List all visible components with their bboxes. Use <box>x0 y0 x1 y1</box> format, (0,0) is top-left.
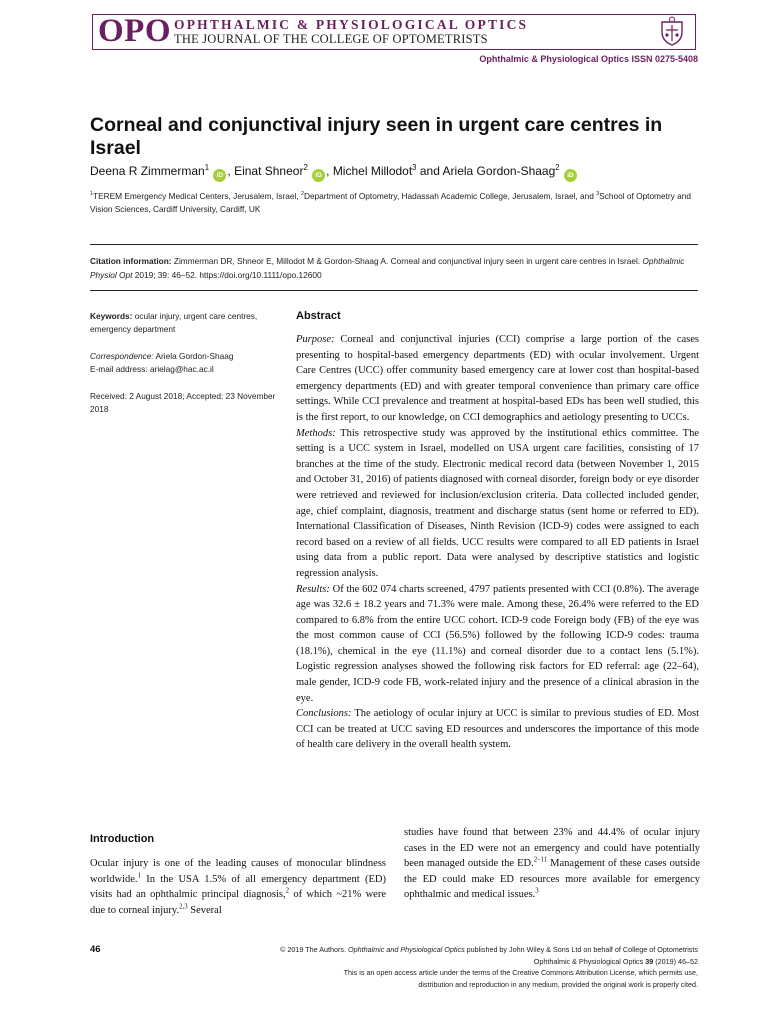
license-line-1: This is an open access article under the terms of the Creative Commons Attribution License, which permits use, <box>343 968 698 977</box>
college-crest-icon <box>656 16 688 46</box>
intro-text: Ocular injury is one of the leading causes of monocular blindness worldwide. <box>90 858 386 885</box>
intro-text: of which ~21% were due to corneal injury. <box>90 889 386 916</box>
reference-sup[interactable]: 2–11 <box>533 856 548 864</box>
orcid-icon[interactable]: iD <box>213 169 226 182</box>
affiliation-1: TEREM Emergency Medical Centers, Jerusalem, Israel, <box>93 191 301 201</box>
author-name: Einat Shneor <box>234 164 304 178</box>
intro-text: Management of these cases outside the ED could make ED resources more available for emergency ophthalmic and medical issues. <box>404 858 701 901</box>
author-affil-sup: 2 <box>555 163 560 172</box>
citation-label: Citation information: <box>90 256 172 266</box>
purpose-label: Purpose: <box>296 334 335 345</box>
copyright-publisher: published by John Wiley & Sons Ltd on behalf of College of Optometrists <box>464 945 698 954</box>
author-separator: , <box>227 164 235 178</box>
volume-journal: Ophthalmic & Physiological Optics <box>533 956 646 966</box>
author-name: Michel Millodot <box>332 164 413 178</box>
page-footer <box>138 944 698 990</box>
abstract-methods <box>296 426 699 582</box>
results-label: Results: <box>296 583 330 595</box>
author-separator: and <box>416 164 443 178</box>
affil-sup: 1 <box>90 191 93 198</box>
reference-sup[interactable]: 2 <box>285 887 290 895</box>
author-affil-sup: 3 <box>412 163 417 172</box>
copyright-text: © 2019 The Authors. <box>280 945 349 954</box>
divider <box>90 290 698 291</box>
journal-issn: Ophthalmic & Physiological Optics ISSN 0275-5408 <box>479 54 698 64</box>
author-affil-sup: 1 <box>204 163 210 172</box>
methods-label: Methods: <box>296 427 336 439</box>
intro-text: Several <box>187 904 222 916</box>
citation-journal: Ophthalmic Physiol Opt <box>90 256 685 280</box>
received-dates: Received: 2 August 2018; Accepted: 23 November 2018 <box>90 391 276 414</box>
keywords-text: ocular injury, urgent care centres, emergency department <box>90 311 258 334</box>
journal-subtitle: THE JOURNAL OF THE COLLEGE OF OPTOMETRISTS <box>174 32 488 46</box>
volume-pages: (2019) 46–52 <box>653 956 698 966</box>
affiliation-2: Department of Optometry, Hadassah Academic College, Jerusalem, Israel, and <box>303 191 597 201</box>
logo-wordmark: OPO <box>98 13 171 49</box>
page-number: 46 <box>90 944 101 955</box>
intro-text: In the USA 1.5% of all emergency department (ED) visits had an ophthalmic principal diagnosis, <box>90 873 386 901</box>
abstract-heading: Abstract <box>296 310 341 322</box>
abstract-purpose <box>296 332 699 426</box>
abstract-conclusions <box>296 706 699 753</box>
orcid-icon[interactable]: iD <box>312 169 325 182</box>
affiliation-3: School of Optometry and Vision Sciences, Cardiff University, Cardiff, UK <box>90 191 691 214</box>
keywords <box>90 310 285 336</box>
volume-number: 39 <box>645 956 654 966</box>
article-sidebar <box>90 310 285 430</box>
citation-text: Zimmerman DR, Shneor E, Millodot M & Gordon-Shaag A. Corneal and conjunctival injury seen in urgent care centres in Israel. <box>171 256 643 266</box>
citation-info <box>90 254 702 282</box>
author-name: Deena R Zimmerman <box>90 164 205 178</box>
copyright-line <box>138 944 698 956</box>
correspondence-email[interactable]: E-mail address: arielag@hac.ac.il <box>90 364 214 374</box>
journal-logo-banner <box>92 14 698 50</box>
conclusions-text: The aetiology of ocular injury at UCC is similar to previous studies of ED. Most CCI can be treated at UCC saving ED resources and underscores the importance of this mode of health care delivery in the overall health system. <box>296 708 699 751</box>
results-text: Of the 602 074 charts screened, 4797 patients presented with CCI (0.8%). The average age was 32.6 ± 18.2 years and 71.3% were male. Among these, 26.4% were referred to the ED compared to 6.8% from the entire UCC cohort. ICD-9 code Foreign body (FB) of the eye was the most common cause of CCI (56.5%) followed by the following ICD-9 codes: trauma (18.1%), chemical in the eye (11.1%) and corneal disorder due to a contact lens (5.1%). Logistic regression analyses showed the following risk factors for ED referral: age (22–64), male gender, ICD-9 code FB, work-related injury and the presence of a clinical abrasion in the eye. <box>296 583 699 704</box>
correspondence <box>90 350 285 376</box>
affil-sup: 3 <box>596 191 600 198</box>
intro-text: studies have found that between 23% and 44.4% of ocular injury cases in the ED were not an emergency and could have potentially been managed outside the ED. <box>404 827 700 870</box>
keywords-label: Keywords: <box>90 311 133 321</box>
author-separator: , <box>326 164 333 178</box>
introduction-right-column <box>404 825 700 903</box>
author-affil-sup: 2 <box>303 163 308 172</box>
author-list <box>90 164 700 182</box>
journal-name: OPHTHALMIC & PHYSIOLOGICAL OPTICS <box>174 17 529 32</box>
author-name: Ariela Gordon-Shaag <box>442 164 556 178</box>
license-line-2: distribution and reproduction in any medium, provided the original work is properly cited. <box>418 979 698 989</box>
reference-sup[interactable]: 3 <box>535 887 539 895</box>
conclusions-label: Conclusions: <box>296 708 352 720</box>
volume-line <box>138 956 698 968</box>
orcid-icon[interactable]: iD <box>564 169 577 182</box>
reference-sup[interactable]: 2,3 <box>179 903 188 911</box>
abstract-results <box>296 582 699 707</box>
introduction-left-column <box>90 856 386 918</box>
copyright-journal: Ophthalmic and Physiological Optics <box>348 945 465 954</box>
abstract-body <box>296 332 699 753</box>
purpose-text: Corneal and conjunctival injuries (CCI) comprise a large portion of the cases presenting to hospital-based emergency departments (ED) with ocular involvement. Urgent Care Centres (UCC) offer community based emergency care at lower cost than hospital-based emergency departments (ED) and with greater temporal convenience than primary care office settings. While CCI prevalence and treatment at hospital-based EDs has been well studied, this is the first report, to our knowledge, on CCI demographics and aetiology presenting to UCCs. <box>296 334 699 423</box>
article-title: Corneal and conjunctival injury seen in urgent care centres in Israel <box>90 114 663 159</box>
divider <box>90 244 698 245</box>
affiliations <box>90 190 702 216</box>
citation-doi[interactable]: 2019; 39: 46–52. https://doi.org/10.1111/opo.12600 <box>132 270 322 280</box>
methods-text: This retrospective study was approved by the institutional ethics committee. The setting is a UCC system in Israel, modelled on USA urgent care facilities, consisting of 17 branches at the time of the study. Electronic medical record data (between November 1, 2015 and October 31, 2016) of patients diagnosed with corneal disorder, foreign body or eye disorder were retrieved and reviewed for inclusion/exclusion criteria. Data collected included gender, age, chief complaint, diagnosis, treatment and discharge status (sent home or referred to ED). International Classification of Diseases, Ninth Revision (ICD-9) codes were assigned to each record based on a review of all fields. UCC results were compared to all ED patients in Israel using data from a public report. Data were analysed by descriptive statistics and logistic regression analysis. <box>296 427 699 579</box>
introduction-heading: Introduction <box>90 833 155 845</box>
reference-sup[interactable]: 1 <box>137 872 141 880</box>
correspondence-label: Correspondence: <box>90 351 154 361</box>
correspondence-name: Ariela Gordon-Shaag <box>153 351 234 361</box>
affil-sup: 2 <box>300 191 304 198</box>
